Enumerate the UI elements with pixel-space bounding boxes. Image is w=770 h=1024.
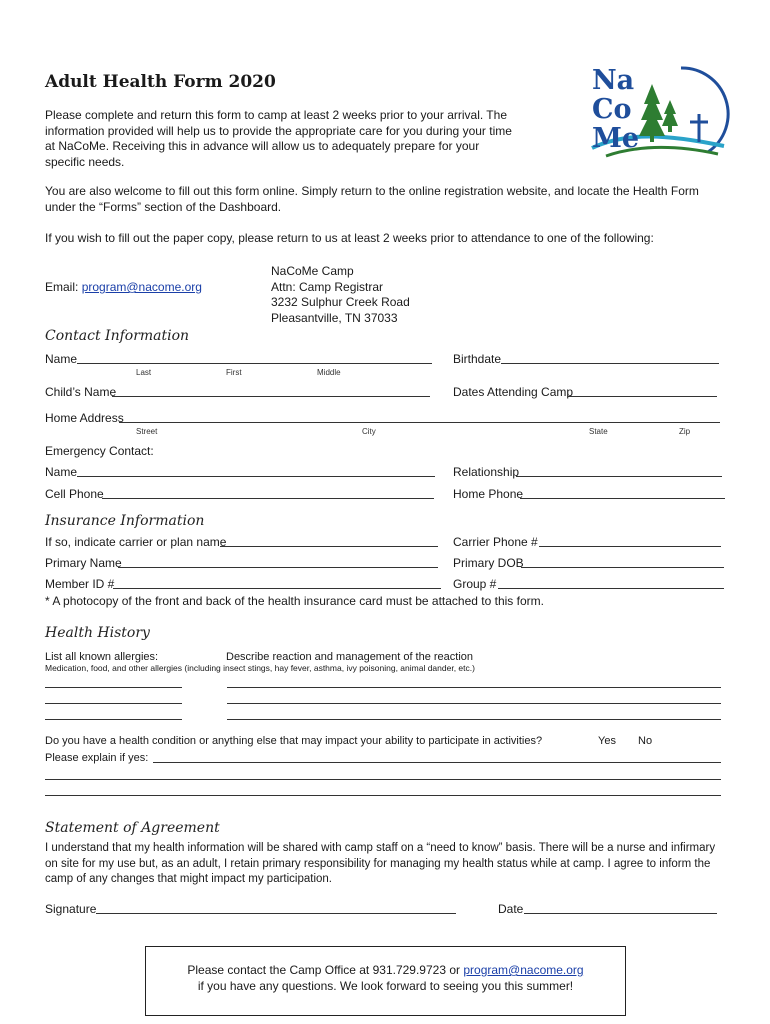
name-sublabel-first: First (226, 368, 242, 377)
reaction-field[interactable] (227, 719, 721, 720)
logo-text-na: Na (592, 65, 635, 96)
health-history-heading: Health History (45, 625, 150, 641)
dates-attending-label: Dates Attending Camp (453, 385, 574, 399)
member-id-field[interactable] (113, 588, 441, 589)
name-field[interactable] (77, 363, 432, 364)
paper-paragraph: If you wish to fill out the paper copy, please return to us at least 2 weeks prior to attendance to one of the following: (45, 231, 654, 245)
logo-text-co: Co (592, 94, 632, 125)
allergy-field[interactable] (45, 703, 182, 704)
address-sublabel-city: City (362, 427, 376, 436)
home-address-field[interactable] (119, 422, 720, 423)
health-condition-question: Do you have a health condition or anything else that may impact your ability to participate in activities? (45, 735, 543, 747)
ec-name-label: Name (45, 465, 78, 479)
primary-dob-label: Primary DOB (453, 556, 524, 570)
logo-text-me: Me (592, 123, 640, 154)
carrier-phone-label: Carrier Phone # (453, 535, 538, 549)
relationship-label: Relationship (453, 465, 520, 479)
agreement-text: I understand that my health information will be shared with camp staff on a “need to know” basis. There will be a nurse and infirmary on site for my use but, as an adult, I retain primary responsibility for managing my health status while at camp. I agree to inform the camp of any changes that might impact my participation. (45, 842, 716, 885)
email-link[interactable]: program@nacome.org (81, 280, 202, 294)
signature-field[interactable] (96, 913, 456, 914)
primary-dob-field[interactable] (521, 567, 724, 568)
primary-name-label: Primary Name (45, 556, 122, 570)
group-field[interactable] (498, 588, 724, 589)
name-label: Name (45, 352, 78, 366)
address-sublabel-street: Street (136, 427, 158, 436)
child-name-field[interactable] (112, 396, 430, 397)
address-line: 3232 Sulphur Creek Road (271, 295, 410, 309)
cell-phone-label: Cell Phone (45, 487, 104, 501)
email-label: Email: (45, 280, 79, 294)
name-sublabel-middle: Middle (317, 368, 341, 377)
explain-field[interactable] (153, 762, 721, 763)
explain-label: Please explain if yes: (45, 752, 149, 764)
group-label: Group # (453, 577, 497, 591)
dates-attending-field[interactable] (568, 396, 717, 397)
primary-name-field[interactable] (118, 567, 438, 568)
reaction-label: Describe reaction and management of the reaction (226, 651, 474, 663)
contact-office-box (145, 946, 626, 1016)
member-id-label: Member ID # (45, 577, 115, 591)
allergy-field[interactable] (45, 719, 182, 720)
contact-info-heading: Contact Information (45, 328, 190, 344)
child-name-label: Child’s Name (45, 385, 117, 399)
reaction-field[interactable] (227, 687, 721, 688)
email-option (45, 280, 202, 295)
name-sublabel-last: Last (136, 368, 152, 377)
allergies-label: List all known allergies: (45, 651, 159, 663)
contact-prefix: Please contact the Camp Office at 931.729.9723 or (187, 963, 461, 977)
insurance-heading: Insurance Information (45, 513, 205, 529)
address-sublabel-state: State (589, 427, 608, 436)
ec-name-field[interactable] (77, 476, 435, 477)
signature-label: Signature (45, 902, 97, 916)
intro-paragraph: Please complete and return this form to camp at least 2 weeks prior to your arrival. The information provided will help us to provide the appropriate care for you during your time at NaCoMe. Receiving this in advance will allow us to adequately prepare for your specific needs. (45, 108, 512, 169)
address-line: NaCoMe Camp (271, 264, 354, 278)
form-title: Adult Health Form 2020 (45, 72, 276, 92)
address-sublabel-zip: Zip (679, 427, 691, 436)
contact-line-2: if you have any questions. We look forward to seeing you this summer! (197, 979, 574, 993)
address-line: Attn: Camp Registrar (271, 279, 384, 294)
carrier-field[interactable] (220, 546, 438, 547)
carrier-label: If so, indicate carrier or plan name (45, 535, 227, 549)
home-phone-field[interactable] (520, 498, 725, 499)
explain-field-line[interactable] (45, 795, 721, 796)
agreement-heading: Statement of Agreement (45, 820, 220, 836)
yes-option[interactable]: Yes (598, 735, 616, 747)
cell-phone-field[interactable] (102, 498, 434, 499)
allergy-field[interactable] (45, 687, 182, 688)
insurance-card-note: * A photocopy of the front and back of the health insurance card must be attached to this form. (45, 594, 544, 608)
nacome-logo (586, 62, 731, 162)
online-paragraph: You are also welcome to fill out this form online. Simply return to the online registration website, and locate the Health Form under the “Forms” section of the Dashboard. (45, 184, 699, 214)
explain-field-line[interactable] (45, 779, 721, 780)
date-label: Date (498, 902, 524, 916)
no-option[interactable]: No (638, 735, 653, 747)
carrier-phone-field[interactable] (539, 546, 721, 547)
allergies-hint: Medication, food, and other allergies (including insect stings, hay fever, asthma, ivy poisoning, animal dander, etc.) (45, 663, 475, 673)
emergency-contact-label: Emergency Contact: (45, 444, 154, 458)
reaction-field[interactable] (227, 703, 721, 704)
home-address-label: Home Address (45, 411, 124, 425)
mailing-address (271, 264, 410, 326)
date-field[interactable] (524, 913, 717, 914)
address-line: Pleasantville, TN 37033 (271, 310, 398, 325)
relationship-field[interactable] (516, 476, 722, 477)
contact-line-1 (146, 962, 625, 978)
footer-email-link[interactable]: program@nacome.org (463, 963, 584, 977)
birthdate-field[interactable] (501, 363, 719, 364)
home-phone-label: Home Phone (453, 487, 524, 501)
birthdate-label: Birthdate (453, 352, 502, 366)
